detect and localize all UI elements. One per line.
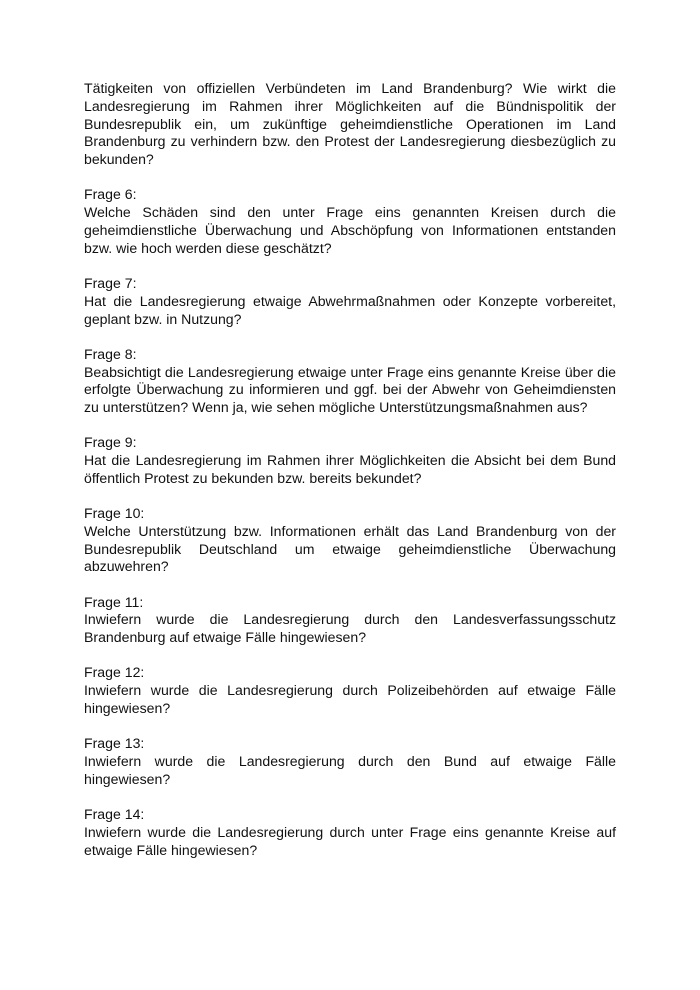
question-text: Inwiefern wurde die Landesregierung durch den Landesverfassungsschutz Brandenburg auf etwaige Fälle hingewiesen?	[84, 611, 616, 646]
question-block-10	[84, 505, 616, 576]
question-label: Frage 7:	[84, 274, 137, 291]
question-block-6	[84, 186, 616, 257]
question-label: Frage 13:	[84, 735, 145, 752]
question-block-7	[84, 275, 616, 328]
question-block-9	[84, 434, 616, 487]
question-label: Frage 9:	[84, 434, 137, 451]
question-text: Hat die Landesregierung im Rahmen ihrer Möglichkeiten die Absicht bei dem Bund öffentlich Protest zu bekunden bzw. bereits bekundet?	[84, 452, 616, 486]
question-text: Welche Unterstützung bzw. Informationen erhält das Land Brandenburg von der Bundesrepublik Deutschland um etwaige geheimdienstliche Überwachung abzuwehren?	[84, 522, 616, 575]
question-label: Frage 10:	[84, 505, 145, 522]
question-text: Inwiefern wurde die Landesregierung durch Polizeibehörden auf etwaige Fälle hingewiesen?	[84, 682, 616, 717]
question-text: Inwiefern wurde die Landesregierung durch den Bund auf etwaige Fälle hingewiesen?	[84, 753, 616, 787]
question-block-11	[84, 594, 616, 647]
question-label: Frage 8:	[84, 345, 137, 362]
question-block-14	[84, 806, 616, 859]
question-label: Frage 6:	[84, 186, 137, 203]
question-label: Frage 12:	[84, 664, 145, 681]
question-text: Hat die Landesregierung etwaige Abwehrmaßnahmen oder Konzepte vorbereitet, geplant bzw. in Nutzung?	[84, 292, 616, 327]
question-block-8	[84, 346, 616, 417]
question-label: Frage 11:	[84, 593, 144, 610]
question-text: Inwiefern wurde die Landesregierung durch unter Frage eins genannte Kreise auf etwaige Fälle hingewiesen?	[84, 823, 616, 858]
document-page	[84, 80, 616, 877]
question-block-12	[84, 664, 616, 717]
intro-paragraph: Tätigkeiten von offiziellen Verbündeten im Land Brandenburg? Wie wirkt die Landesregierung im Rahmen ihrer Möglichkeiten auf die Bündnispolitik der Bundesrepublik ein, um zukünftige geheimdienstliche Operationen im Land Brandenburg zu verhindern bzw. den Protest der Landesregierung diesbezüglich zu bekunden?	[84, 80, 616, 168]
question-text: Welche Schäden sind den unter Frage eins genannten Kreisen durch die geheimdienstliche Überwachung und Abschöpfung von Informationen entstanden bzw. wie hoch werden diese geschätzt?	[84, 204, 616, 256]
question-label: Frage 14:	[84, 806, 145, 823]
intro-block	[84, 80, 616, 169]
question-block-13	[84, 735, 616, 788]
question-text: Beabsichtigt die Landesregierung etwaige unter Frage eins genannte Kreise über die erfolgte Überwachung zu informieren und ggf. bei der Abwehr von Geheimdiensten zu unterstützen? Wenn ja, wie sehen mögliche Unterstützungsmaßnahmen aus?	[84, 363, 616, 416]
